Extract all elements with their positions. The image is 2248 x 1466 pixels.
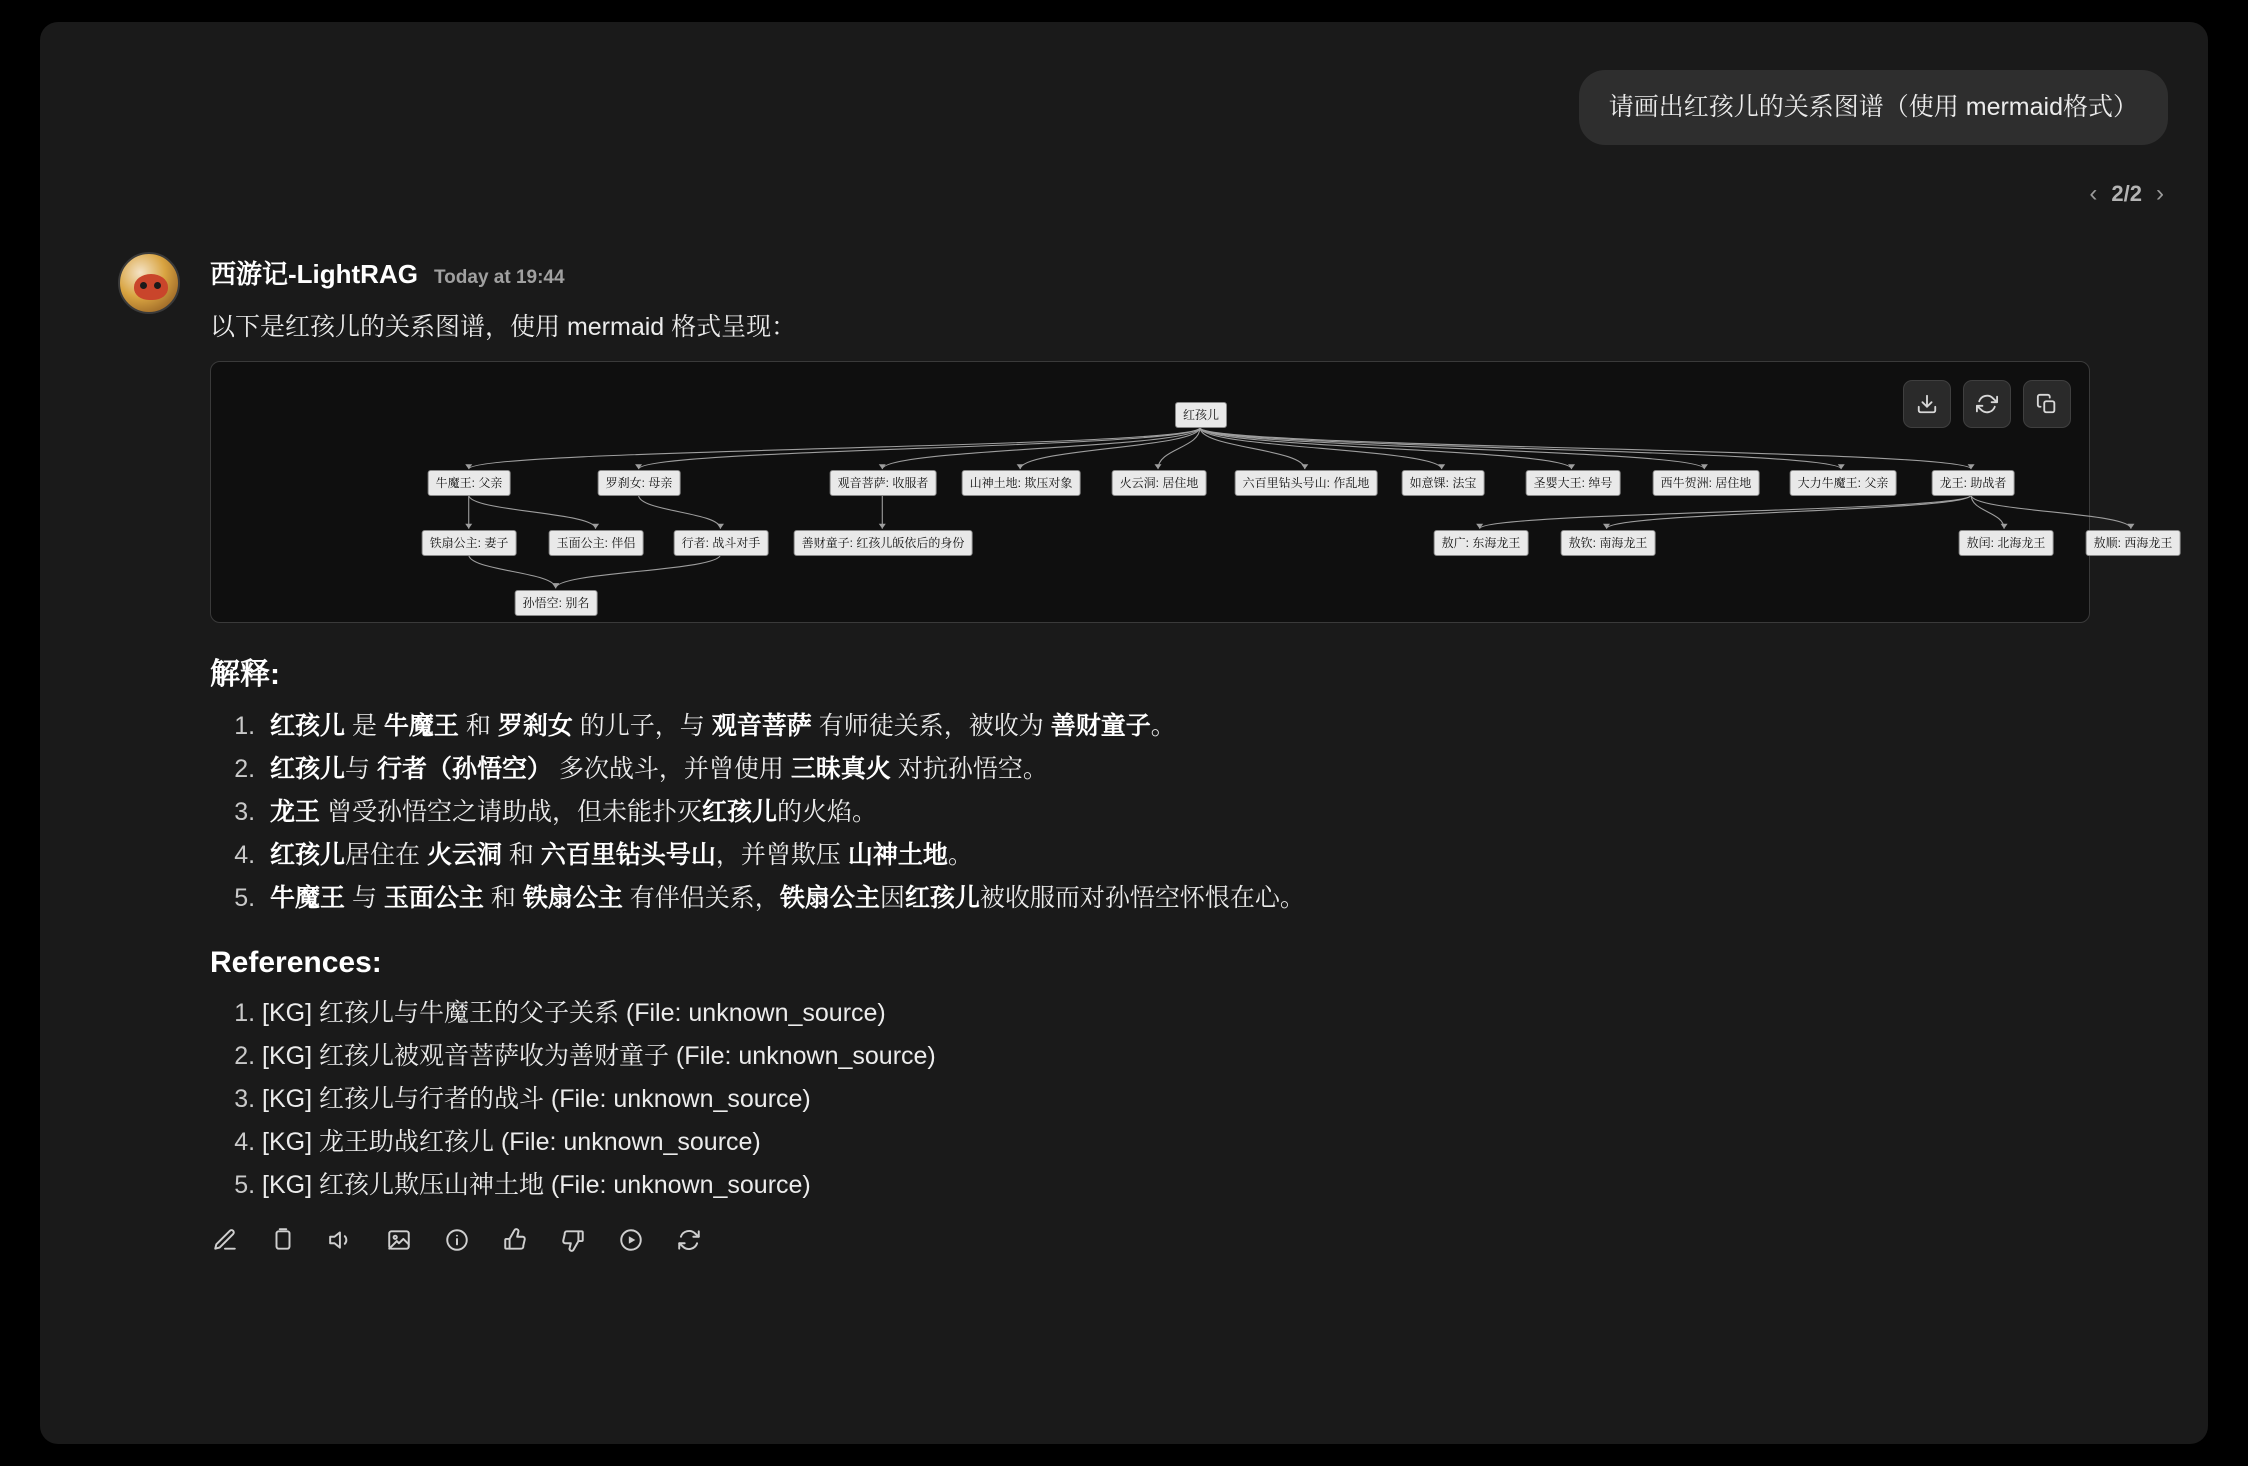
diagram-node[interactable]: 敖闰: 北海龙王 bbox=[1959, 530, 2054, 556]
chat-window bbox=[40, 22, 2208, 1444]
reference-item: 3. [KG] 红孩儿与行者的战斗 (File: unknown_source) bbox=[262, 1078, 2168, 1121]
assistant-header bbox=[210, 242, 2168, 291]
copy-icon[interactable] bbox=[268, 1225, 298, 1255]
reference-item: 5. [KG] 红孩儿欺压山神土地 (File: unknown_source) bbox=[262, 1164, 2168, 1207]
diagram-node[interactable]: 山神土地: 欺压对象 bbox=[962, 470, 1081, 496]
diagram-node[interactable]: 行者: 战斗对手 bbox=[674, 530, 769, 556]
references-title: References: bbox=[210, 946, 382, 979]
download-icon[interactable] bbox=[1903, 380, 1951, 428]
pager-next-icon[interactable]: › bbox=[2156, 180, 2164, 207]
pager-label: 2/2 bbox=[2111, 181, 2142, 206]
edit-icon[interactable] bbox=[210, 1225, 240, 1255]
reference-item: 4. [KG] 龙王助战红孩儿 (File: unknown_source) bbox=[262, 1121, 2168, 1164]
message-timestamp: Today at 19:44 bbox=[433, 267, 565, 288]
assistant-name: 西游记-LightRAG bbox=[210, 259, 418, 289]
reference-list bbox=[210, 992, 2168, 1207]
user-message-bubble: 请画出红孩儿的关系图谱（使用 mermaid格式） bbox=[1579, 70, 2168, 145]
diagram-node[interactable]: 敖钦: 南海龙王 bbox=[1561, 530, 1656, 556]
explanation-title: 解释: bbox=[210, 658, 280, 691]
explanation-item: 5. 牛魔王 与 玉面公主 和 铁扇公主 有伴侣关系，铁扇公主因红孩儿被收服而对孙悟空怀恨在心。 bbox=[262, 877, 2168, 920]
image-icon[interactable] bbox=[384, 1225, 414, 1255]
explanation-item: 4. 红孩儿居住在 火云洞 和 六百里钻头号山，并曾欺压 山神土地。 bbox=[262, 834, 2168, 877]
mermaid-diagram-panel bbox=[210, 361, 2173, 623]
assistant-message bbox=[118, 242, 2173, 1255]
diagram-node[interactable]: 红孩儿 bbox=[1175, 402, 1227, 428]
diagram-node[interactable]: 火云洞: 居住地 bbox=[1112, 470, 1207, 496]
diagram-node[interactable]: 玉面公主: 伴侣 bbox=[549, 530, 644, 556]
copy-icon[interactable] bbox=[2023, 380, 2071, 428]
thumbs-up-icon[interactable] bbox=[500, 1225, 530, 1255]
speaker-icon[interactable] bbox=[326, 1225, 356, 1255]
diagram-node[interactable]: 牛魔王: 父亲 bbox=[428, 470, 511, 496]
info-icon[interactable] bbox=[442, 1225, 472, 1255]
diagram-node[interactable]: 西牛贺洲: 居住地 bbox=[1653, 470, 1760, 496]
refresh-icon[interactable] bbox=[1963, 380, 2011, 428]
regenerate-icon[interactable] bbox=[674, 1225, 704, 1255]
diagram-node[interactable]: 罗刹女: 母亲 bbox=[598, 470, 681, 496]
diagram-node[interactable]: 孙悟空: 别名 bbox=[515, 590, 598, 616]
diagram-node[interactable]: 大力牛魔王: 父亲 bbox=[1790, 470, 1897, 496]
diagram-node[interactable]: 铁扇公主: 妻子 bbox=[422, 530, 517, 556]
thumbs-down-icon[interactable] bbox=[558, 1225, 588, 1255]
diagram-node[interactable]: 龙王: 助战者 bbox=[1932, 470, 2015, 496]
message-pager bbox=[2089, 180, 2164, 208]
diagram-node[interactable]: 观音菩萨: 收服者 bbox=[830, 470, 937, 496]
play-icon[interactable] bbox=[616, 1225, 646, 1255]
message-toolbar bbox=[210, 1225, 2168, 1255]
diagram-node[interactable]: 如意锞: 法宝 bbox=[1402, 470, 1485, 496]
user-message-row bbox=[1579, 70, 2168, 145]
diagram-node[interactable]: 敖广: 东海龙王 bbox=[1434, 530, 1529, 556]
diagram-node[interactable]: 敖顺: 西海龙王 bbox=[2086, 530, 2181, 556]
assistant-intro-text: 以下是红孩儿的关系图谱，使用 mermaid 格式呈现： bbox=[210, 313, 797, 341]
explanation-list bbox=[210, 705, 2168, 920]
diagram-node[interactable]: 圣婴大王: 绰号 bbox=[1526, 470, 1621, 496]
pager-prev-icon[interactable]: ‹ bbox=[2089, 180, 2098, 207]
reference-item: 1. [KG] 红孩儿与牛魔王的父子关系 (File: unknown_source) bbox=[262, 992, 2168, 1035]
diagram-node[interactable]: 六百里钻头号山: 作乱地 bbox=[1235, 470, 1378, 496]
reference-item: 2. [KG] 红孩儿被观音菩萨收为善财童子 (File: unknown_source) bbox=[262, 1035, 2168, 1078]
avatar bbox=[118, 252, 180, 314]
explanation-item: 2. 红孩儿与 行者（孙悟空） 多次战斗，并曾使用 三昧真火 对抗孙悟空。 bbox=[262, 748, 2168, 791]
diagram-actions bbox=[1903, 380, 2071, 428]
explanation-item: 1. 红孩儿 是 牛魔王 和 罗刹女 的儿子，与 观音菩萨 有师徒关系，被收为 善财童子。 bbox=[262, 705, 2168, 748]
diagram-node[interactable]: 善财童子: 红孩儿皈依后的身份 bbox=[794, 530, 973, 556]
explanation-item: 3. 龙王 曾受孙悟空之请助战，但未能扑灭红孩儿的火焰。 bbox=[262, 791, 2168, 834]
